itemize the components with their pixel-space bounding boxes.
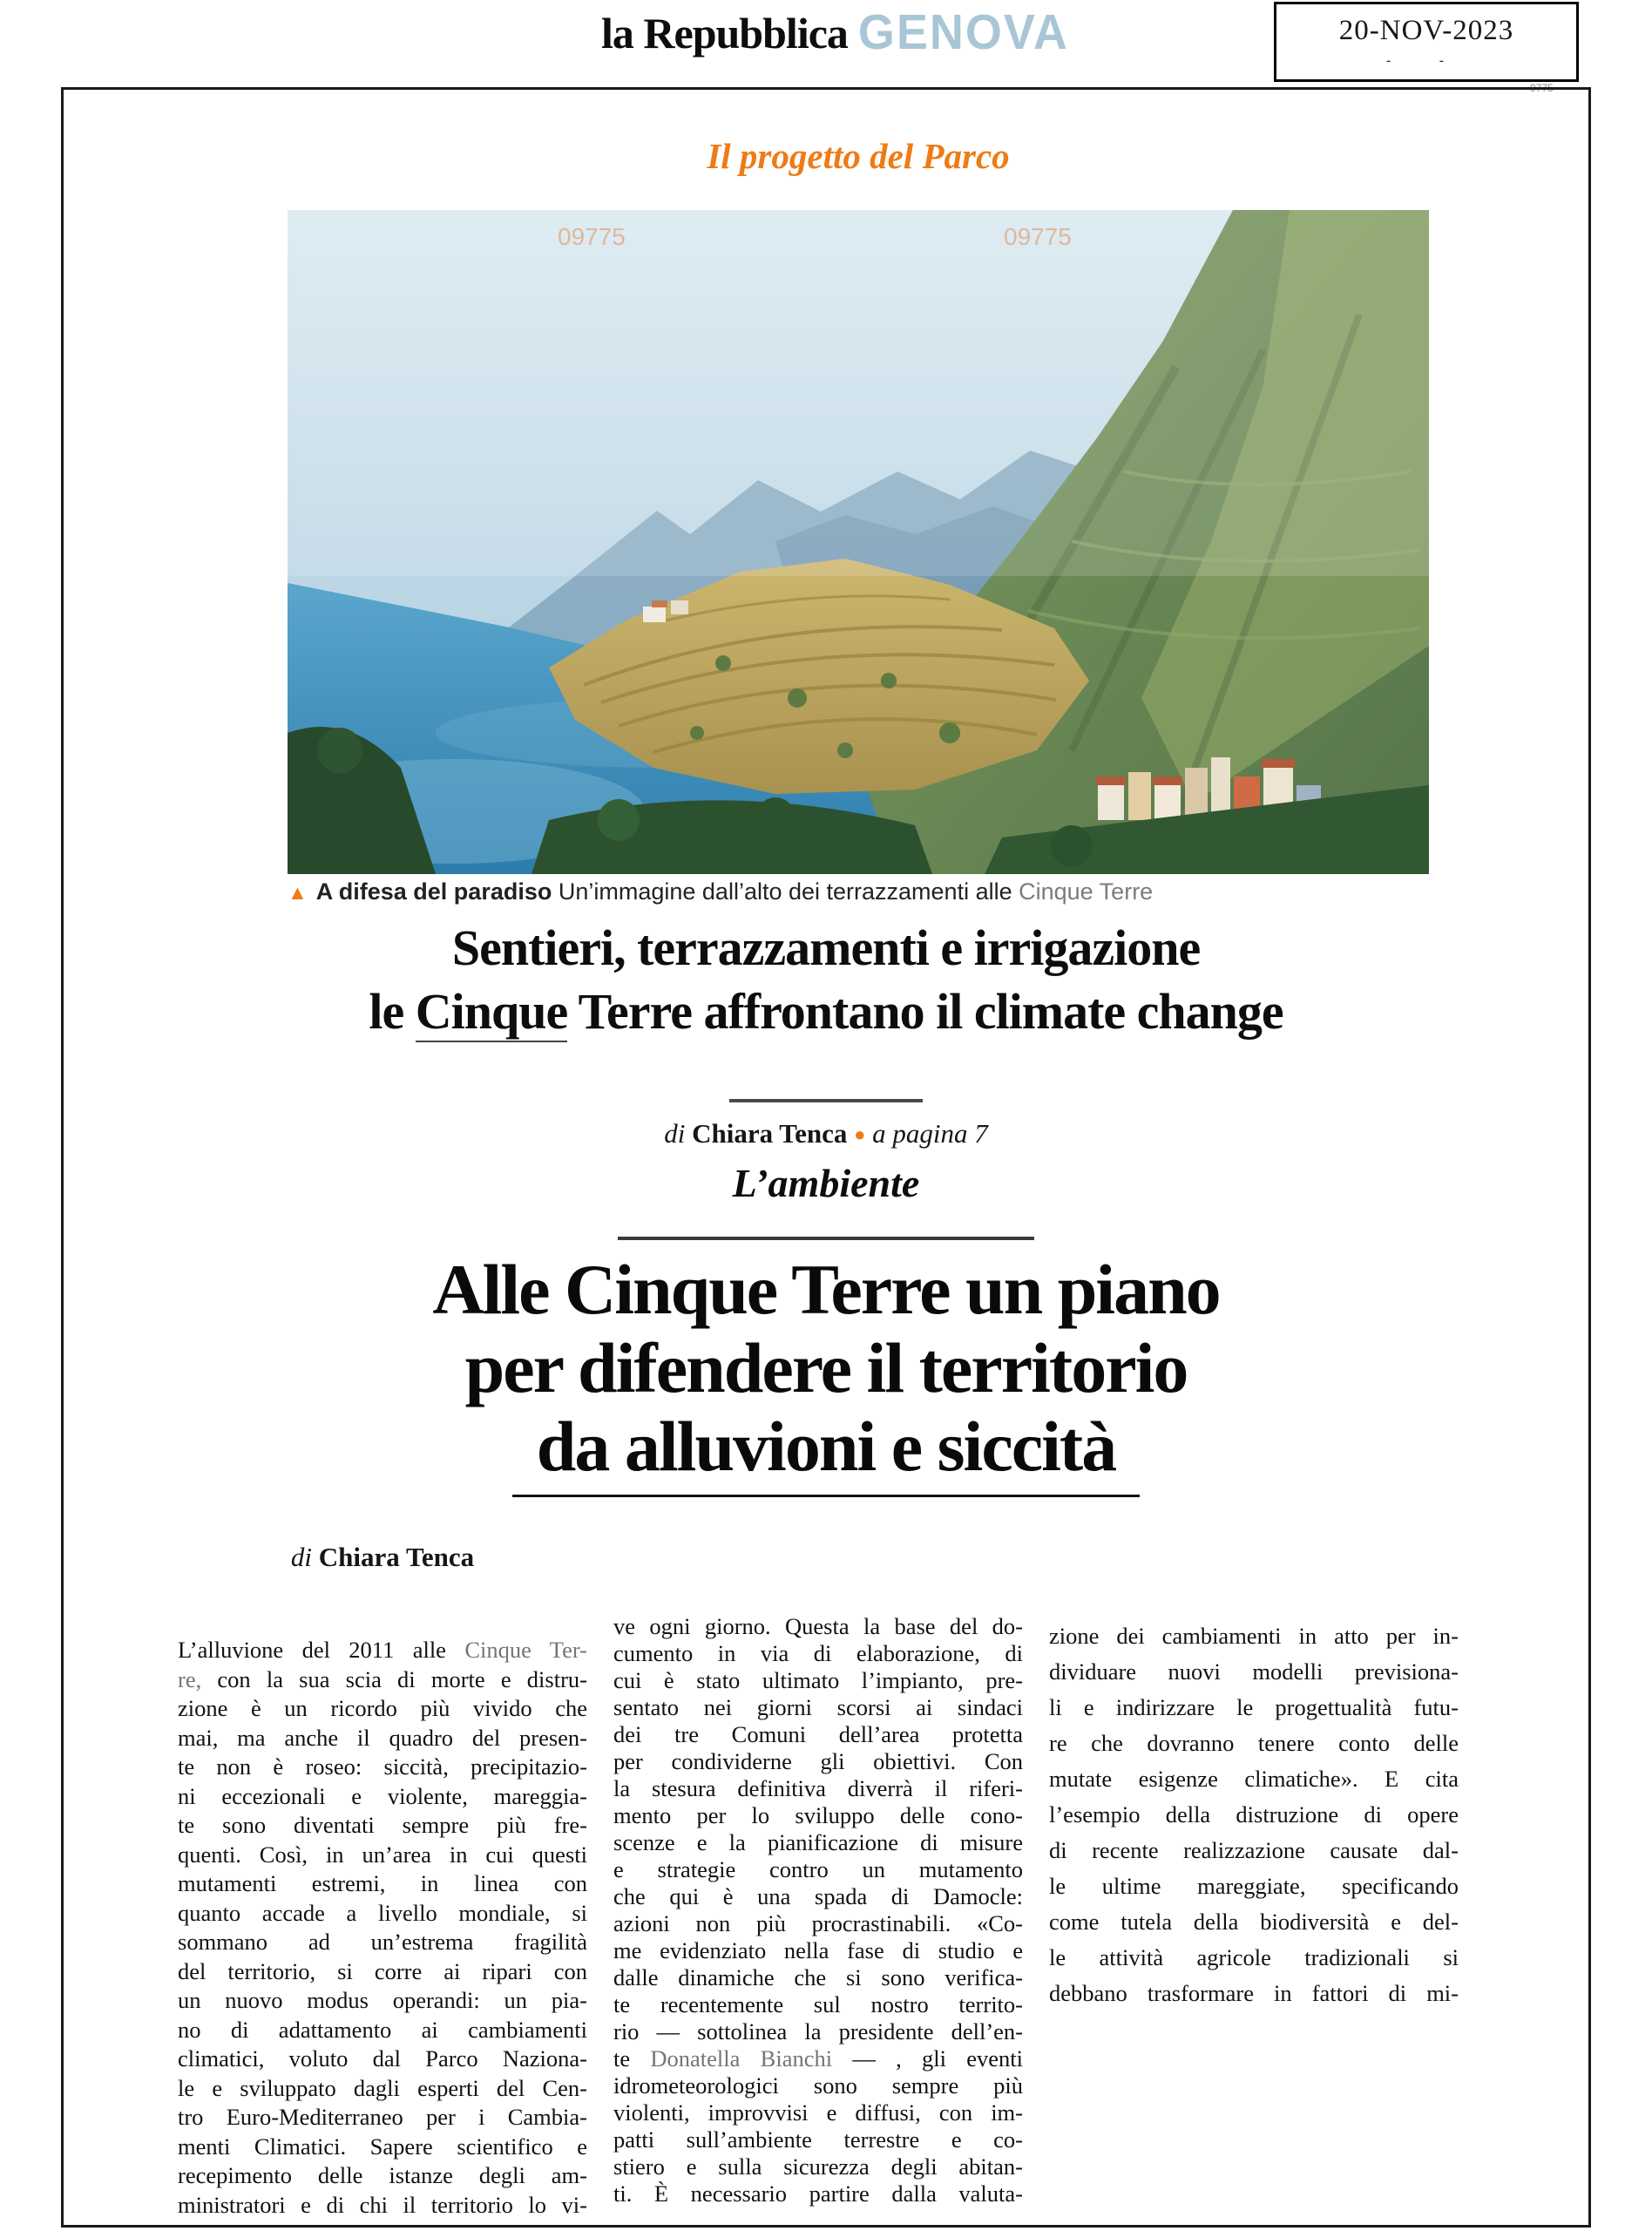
byline-page-ref <box>64 1118 1588 1149</box>
article-line: del territorio, si corre ai ripari con <box>178 1957 587 1984</box>
article-line: li e indirizzare le progettualità futu- <box>1049 1694 1459 1720</box>
main-headline <box>64 1251 1588 1497</box>
article-line: cui è stato ultimato l’impianto, pre- <box>613 1667 1023 1693</box>
article-line: per condividerne gli obiettivi. Con <box>613 1748 1023 1774</box>
article-line: zione è un ricordo più vivido che <box>178 1695 587 1721</box>
article-line: e strategie contro un mutamento <box>613 1856 1023 1882</box>
article-line: ve ogni giorno. Questa la base del do- <box>613 1613 1023 1639</box>
article-line: quanto accade a livello mondiale, si <box>178 1899 587 1926</box>
link-text[interactable]: re, <box>178 1665 202 1692</box>
section-label: L’ambiente <box>732 1161 920 1205</box>
article-line: re, con la sua scia di morte e distru- <box>178 1665 587 1692</box>
article-line: le e sviluppato dagli esperti del Cen- <box>178 2074 587 2101</box>
photo-illustration <box>288 210 1429 874</box>
edition-logo: GENOVA <box>857 4 1069 60</box>
article-line: quenti. Così, in un’area in cui questi <box>178 1841 587 1868</box>
article-line: ni eccezionali e violente, mareggia- <box>178 1782 587 1809</box>
article-line: dalle dinamiche che si sono verifica- <box>613 1964 1023 1990</box>
divider-rule-small <box>729 1099 923 1102</box>
masthead <box>601 5 1069 59</box>
article-line: le attività agricole tradizionali si <box>1049 1944 1459 1970</box>
article-line: re che dovranno tenere conto delle <box>1049 1730 1459 1756</box>
article-line: dei tre Comuni dell’area protetta <box>613 1721 1023 1747</box>
article-line: debbano trasformare in fattori di mi- <box>1049 1980 1459 2006</box>
article-column-2 <box>613 1613 1023 2220</box>
article-line: te Donatella Bianchi — , gli eventi <box>613 2045 1023 2072</box>
link-text[interactable]: Cinque Ter- <box>464 1637 587 1663</box>
divider-rule-wide <box>618 1237 1034 1240</box>
bullet-icon: ● <box>854 1123 866 1145</box>
byline-prefix: di <box>290 1542 319 1572</box>
photo-watermark: 09775 <box>1004 223 1072 250</box>
article-line: la stesura definitiva diverrà il riferi- <box>613 1775 1023 1801</box>
author-name: Chiara Tenca <box>318 1542 475 1572</box>
article-line: che qui è una spada di Damocle: <box>613 1883 1023 1909</box>
article-line: te sono diventati sempre più fre- <box>178 1812 587 1838</box>
doc-number-label: 9775 <box>1530 82 1554 94</box>
main-headline-line3[interactable]: da alluvioni e siccità <box>512 1407 1140 1497</box>
date-marks: - - <box>1386 54 1466 68</box>
article-line: stiero e sulla sicurezza degli abitan- <box>613 2153 1023 2180</box>
article-line: climatici, voluto dal Parco Naziona- <box>178 2045 587 2072</box>
date-box <box>1274 2 1579 82</box>
article-line: ti. È necessario partire dalla valuta- <box>613 2180 1023 2207</box>
article-line: rio — sottolinea la presidente dell’en- <box>613 2018 1023 2045</box>
main-headline-line1: Alle Cinque Terre un piano <box>432 1250 1220 1329</box>
article-frame <box>61 87 1591 2228</box>
article-line: menti Climatici. Sapere scientifico e <box>178 2133 587 2160</box>
deck-headline-line2-post: Terre affrontano il climate change <box>567 983 1283 1040</box>
article-line: di recente realizzazione causate dal- <box>1049 1837 1459 1863</box>
article-line: le ultime mareggiate, specificando <box>1049 1873 1459 1899</box>
deck-headline-line1: Sentieri, terrazzamenti e irrigazione <box>451 919 1201 976</box>
article-line: mento per lo sviluppo delle cono- <box>613 1802 1023 1828</box>
article-column-1 <box>178 1613 587 2220</box>
caption-text: Un’immagine dall’alto dei terrazzamenti alle <box>552 878 1019 905</box>
author-name: Chiara Tenca <box>692 1118 848 1149</box>
article-line: me evidenziato nella fase di studio e <box>613 1937 1023 1963</box>
article-column-3 <box>1049 1613 1459 2220</box>
caption-marker-icon: ▲ <box>288 881 308 904</box>
byline-prefix: di <box>664 1118 693 1149</box>
article-line: no di adattamento ai cambiamenti <box>178 2016 587 2043</box>
article-line: sentato nei giorni scorsi ai sindaci <box>613 1694 1023 1720</box>
article-line: violenti, improvvisi e diffusi, con im- <box>613 2099 1023 2126</box>
article-body <box>178 1613 1459 2220</box>
article-line: come tutela della biodiversità e del- <box>1049 1909 1459 1935</box>
main-headline-line2: per difendere il territorio <box>464 1328 1188 1407</box>
photo-haze <box>288 210 1429 576</box>
newspaper-logo: la Repubblica <box>601 9 848 58</box>
article-line: azioni non più procrastinabili. «Co- <box>613 1910 1023 1936</box>
deck-headline-line2-pre: le <box>369 983 416 1040</box>
article-line: zione dei cambiamenti in atto per in- <box>1049 1623 1459 1649</box>
article-line: idrometeorologici sono sempre più <box>613 2072 1023 2099</box>
article-line: cumento in via di elaborazione, di <box>613 1640 1023 1666</box>
article-line: mutate esigenze climatiche». E cita <box>1049 1766 1459 1792</box>
article-line: l’esempio della distruzione di opere <box>1049 1801 1459 1828</box>
article-line: dividuare nuovi modelli previsiona- <box>1049 1658 1459 1685</box>
article-line: te recentemente sul nostro territo- <box>613 1991 1023 2017</box>
article-line: mutamenti estremi, in linea con <box>178 1870 587 1896</box>
article-line: tro Euro-Mediterraneo per i Cambia- <box>178 2104 587 2130</box>
article-byline <box>178 1542 587 1573</box>
photo-watermark: 09775 <box>558 223 626 250</box>
article-line: te non è roseo: siccità, precipitazio- <box>178 1753 587 1780</box>
article-line: scenze e la pianificazione di misure <box>613 1829 1023 1855</box>
article-line: sommano ad un’estrema fragilità <box>178 1929 587 1955</box>
link-text[interactable]: Donatella Bianchi <box>650 2045 833 2072</box>
deck-headline-link[interactable]: Cinque <box>416 983 568 1042</box>
kicker: Il progetto del Parco <box>707 136 1010 176</box>
article-line: ministratori e di chi il territorio lo vi- <box>178 2191 587 2218</box>
page-reference: a pagina 7 <box>865 1118 988 1149</box>
article-line: L’alluvione del 2011 alle Cinque Ter- <box>178 1637 587 1663</box>
caption-link[interactable]: Cinque Terre <box>1019 878 1154 905</box>
article-line: patti sull’ambiente terrestre e co- <box>613 2126 1023 2153</box>
photo-caption <box>288 878 1507 905</box>
deck-headline <box>64 916 1588 1043</box>
article-line: un nuovo modus operandi: un pia- <box>178 1987 587 2013</box>
caption-label: A difesa del paradiso <box>315 878 552 905</box>
article-line: mai, ma anche il quadro del presen- <box>178 1724 587 1751</box>
issue-date: 20-NOV-2023 <box>1338 15 1514 46</box>
article-line: recepimento delle istanze degli am- <box>178 2162 587 2188</box>
